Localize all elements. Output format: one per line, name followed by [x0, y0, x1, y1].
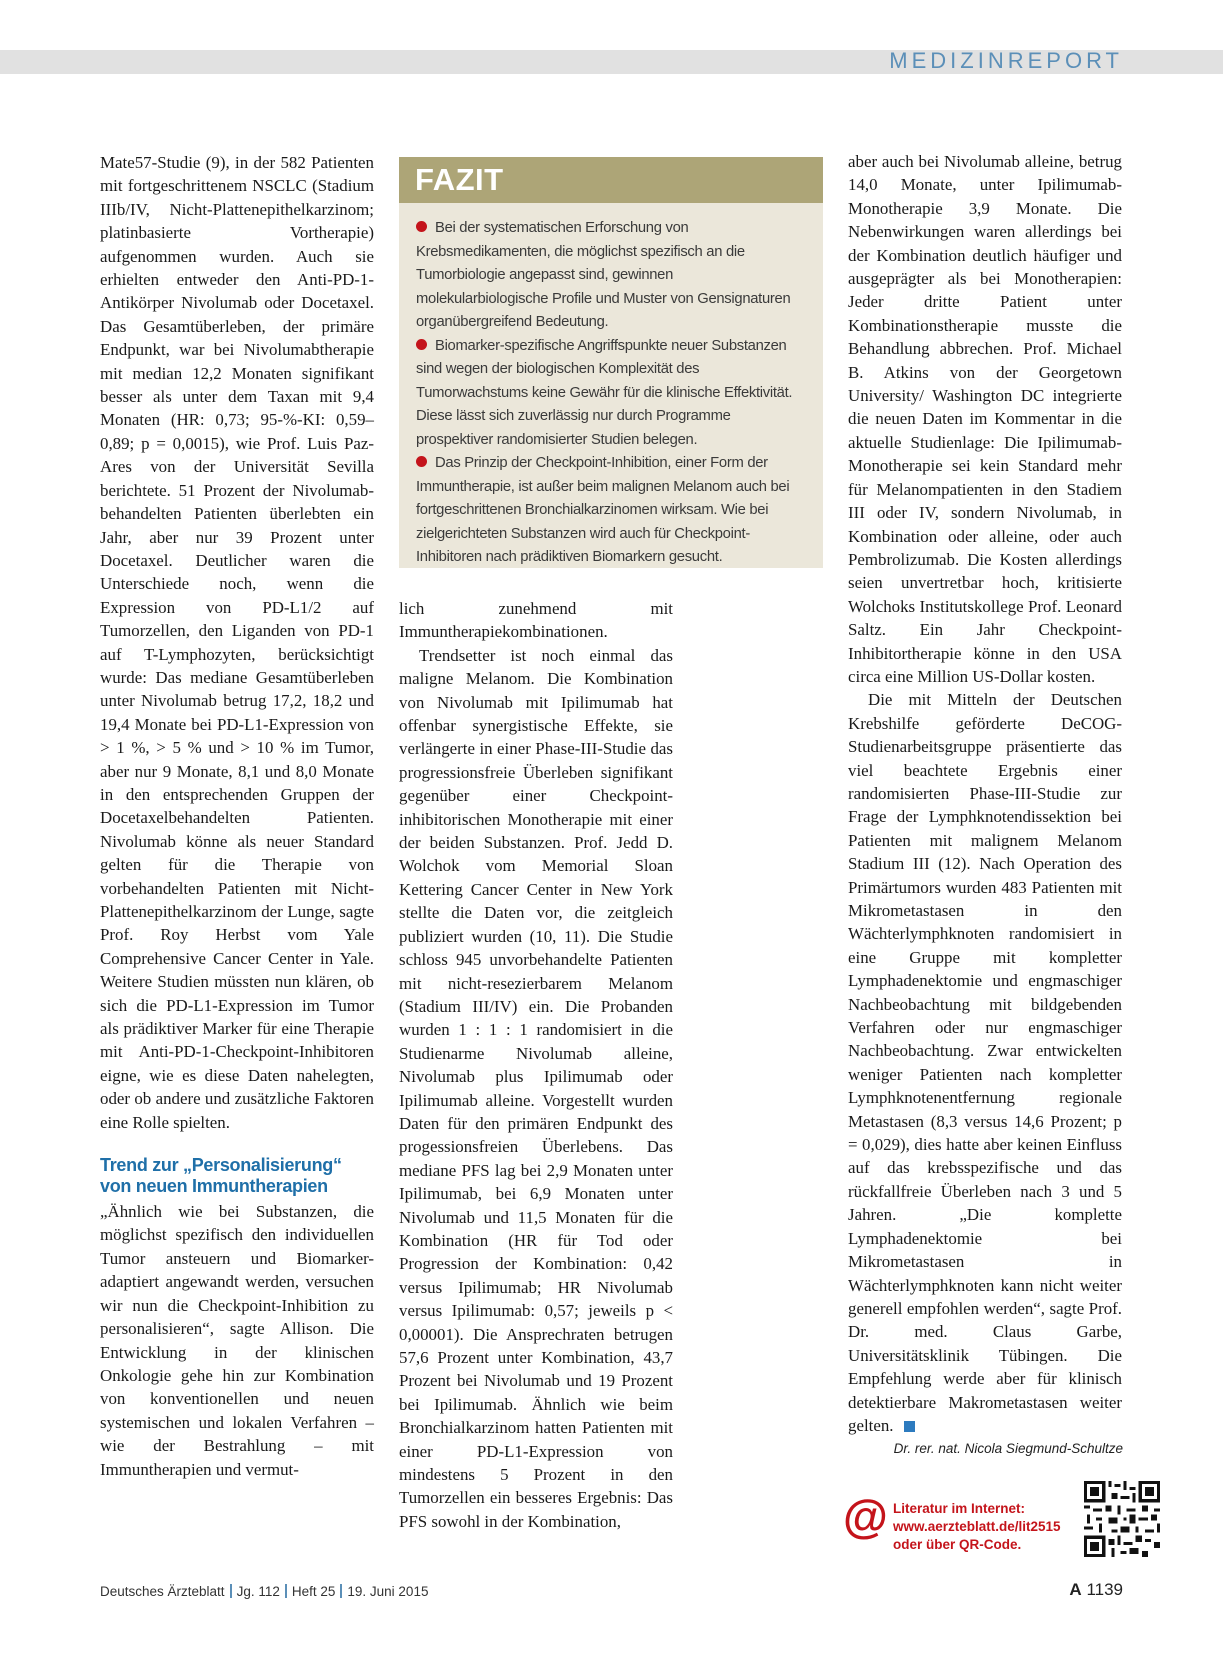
separator — [230, 1584, 232, 1598]
subheading: Trend zur „Personalisierung“ von neuen Immuntherapien — [100, 1155, 342, 1197]
journal-issue: Heft 25 — [291, 1584, 336, 1599]
bullet-icon — [416, 221, 427, 232]
paragraph: „Ähnlich wie bei Substanzen, die möglichst spezifisch den individuellen Tumor ansteuern und Biomarker-adaptiert angewandt werden, versuchen wir nun die Checkpoint-Inhibition zu personalisieren“, sagte Allison. Die Entwicklung in der klinischen Onkologie gehe hin zur Kombination von konventionellen und neuen systemischen und lokalen Verfahren – wie der Bestrahlung – mit Immuntherapien und vermut- — [100, 1202, 374, 1479]
at-sign-icon: @ — [843, 1490, 888, 1542]
article-column-1 — [100, 151, 374, 1481]
end-mark-icon — [904, 1421, 915, 1432]
journal-name: Deutsches Ärzteblatt — [100, 1584, 225, 1599]
paragraph: Die mit Mitteln der Deutschen Krebshilfe geförderte DeCOG-Studienarbeitsgruppe präsentierte das viel beachtete Ergebnis einer randomisierten Phase-III-Studie zur Frage der Lymphknotendissektion bei Patienten mit malignem Melanom Stadium III (12). Nach Operation des Primärtumors wurden 483 Patienten mit Mikrometastasen in den Wächterlymphknoten randomisiert in eine Gruppe mit kompletter Lymphadenektomie und engmaschiger Nachbeobachtung mit bildgebenden Verfahren oder nur engmaschiger Nachbeobachtung. Zwar entwickelten weniger Patienten nach kompletter Lymphknotenentfernung regionale Metastasen (8,3 versus 14,6 Prozent; p = 0,029), dies hatte aber keinen Einfluss auf das krebsspezifische und das rückfallfreie Überleben nach 3 und 5 Jahren. „Die komplette Lymphadenektomie bei Mikrometastasen in Wächterlymphknoten kann nicht weiter generell empfohlen werden“, sagte Prof. Dr. med. Claus Garbe, Universitätsklinik Tübingen. Die Empfehlung werde aber für klinisch detektierbare Makrometastasen weiter gelten. — [848, 690, 1122, 1435]
fazit-item: Biomarker-spezifische Angriffspunkte neuer Substanzen sind wegen der biologischen Komplexität des Tumorwachstums keine Gewähr für die klinische Effektivität. Diese lässt sich zuverlässig nur durch Programme prospektiver randomisierter Studien belegen. — [416, 337, 793, 448]
section-label: MEDIZINREPORT — [889, 48, 1123, 73]
separator — [340, 1584, 342, 1598]
fazit-item: Bei der systematischen Erforschung von Krebsmedikamenten, die möglichst spezifisch an die Tumorbiologie angepasst sind, gewinnen molekularbiologische Profile und Muster von Gensignaturen organübergreifend Bedeutung. — [416, 220, 791, 330]
literature-box — [843, 1490, 1073, 1554]
page-number: A 1139 — [1069, 1580, 1123, 1599]
paragraph: Mate57-Studie (9), in der 582 Patienten mit fortgeschrittenem NSCLC (Stadium IIIb/IV, Nicht-Plattenepithelkarzinom; platinbasierte Vortherapie) aufgenommen wurden. Auch sie erhielten entweder den Anti-PD-1-Antikörper Nivolumab oder Docetaxel. Das Gesamtüberleben, der primäre Endpunkt, war bei Nivolumabtherapie mit median 12,2 Monaten signifikant besser als unter dem Taxan mit 9,4 Monaten (HR: 0,73; 95-%-KI: 0,59–0,89; p = 0,0015), wie Prof. Luis Paz-Ares von der Universität Sevilla berichtete. 51 Prozent der Nivolumab-behandelten Patienten überlebten ein Jahr, aber nur 39 Prozent unter Docetaxel. Deutlicher waren die Unterschiede noch, wenn die Expression von PD-L1/2 auf Tumorzellen, den Liganden von PD-1 auf T-Lymphozyten, berücksichtigt wurde: Das mediane Gesamtüberleben unter Nivolumab betrug 17,2, 18,2 und 19,4 Monate bei PD-L1-Expression von > 1 %, > 5 % und > 10 % im Tumor, aber nur 9 Monate, 8,1 und 8,0 Monate in den entsprechenden Gruppen der Docetaxelbehandelten Patienten. Nivolumab könne als neuer Standard gelten für die Therapie von vorbehandelten Patienten mit Nicht-Plattenepithelkarzinom der Lunge, sagte Prof. Roy Herbst vom Yale Comprehensive Cancer Center in Yale. Weitere Studien müssten nun klären, ob sich die PD-L1-Expression im Tumor als prädiktiver Marker für eine Therapie mit Anti-PD-1-Checkpoint-Inhibitoren eigne, wie es diese Daten nahelegten, oder ob andere und zusätzliche Faktoren eine Rolle spielten. — [100, 153, 374, 1132]
author-credit: Dr. rer. nat. Nicola Siegmund-Schultze — [893, 1441, 1123, 1456]
paragraph: Trendsetter ist noch einmal das maligne Melanom. Die Kombination von Nivolumab mit Ipilimumab hat offenbar synergistische Effekte, sie verlängerte in einer Phase-III-Studie das progressionsfreie Überleben signifikant gegenüber einer Checkpoint-inhibitorischen Monotherapie mit einer der beiden Substanzen. Prof. Jedd D. Wolchok vom Memorial Sloan Kettering Cancer Center in New York stellte die Daten vor, die zeitgleich publiziert wurden (10, 11). Die Studie schloss 945 unvorbehandelte Patienten mit nicht-resezierbarem Melanom (Stadium III/IV) ein. Die Probanden wurden 1 : 1 : 1 randomisiert in die Studienarme Nivolumab alleine, Nivolumab plus Ipilimumab oder Ipilimumab alleine. Vorgestellt wurden Daten für den primären Endpunkt des progessionsfreien Überlebens. Das mediane PFS lag bei 2,9 Monaten unter Ipilimumab, bei 6,9 Monaten unter Nivolumab und 11,5 Monaten für die Kombination (HR für Tod oder Progression der Kombination: 0,42 versus Ipilimumab; HR Nivolumab versus Ipilimumab: 0,57; jeweils p < 0,00001). Die Ansprechraten betrugen 57,6 Prozent unter Kombination, 43,7 Prozent bei Nivolumab und 19 Prozent bei Ipilimumab. Ähnlich wie beim Bronchialkarzinom hatten Patienten mit einer PD-L1-Expression von mindestens 5 Prozent in den Tumorzellen ein besseres Ergebnis: Das PFS sowohl in der Kombination, — [399, 645, 673, 1531]
journal-date: 19. Juni 2015 — [347, 1584, 429, 1599]
bullet-icon — [416, 456, 427, 467]
literature-qr-note: oder über QR-Code. — [893, 1537, 1022, 1552]
fazit-item: Das Prinzip der Checkpoint-Inhibition, einer Form der Immuntherapie, ist außer beim malignen Melanom auch bei fortgeschrittenen Bronchialkarzinomen wirksam. Wie bei zielgerichteten Substanzen wird auch für Checkpoint-Inhibitoren nach prädiktiven Biomarkern gesucht. — [416, 455, 790, 565]
literature-link[interactable]: www.aerzteblatt.de/lit2515 — [893, 1519, 1061, 1534]
fazit-title: FAZIT — [399, 157, 823, 203]
qr-code-icon — [1084, 1481, 1160, 1557]
article-column-3 — [848, 150, 1122, 1437]
literature-text — [893, 1500, 1078, 1554]
bullet-icon — [416, 339, 427, 350]
fazit-list — [399, 203, 823, 570]
paragraph: lich zunehmend mit Immuntherapiekombinationen. — [399, 599, 673, 642]
literature-label: Literatur im Internet: — [893, 1501, 1026, 1516]
separator — [285, 1584, 287, 1598]
fazit-box — [399, 157, 823, 568]
paragraph: aber auch bei Nivolumab alleine, betrug 14,0 Monate, unter Ipilimumab-Monotherapie 3,9 Monate. Die Nebenwirkungen waren allerdings bei der Kombination deutlich häufiger und ausgeprägter als bei Monotherapien: Jeder dritte Patient unter Kombinationstherapie musste die Behandlung abbrechen. Prof. Michael B. Atkins von der Georgetown University/ Washington DC integrierte die neuen Daten im Kommentar in die aktuelle Studienlage: Die Ipilimumab-Monotherapie sei kein Standard mehr für Melanompatienten in den Stadiem III oder IV, sondern Nivolumab, in Kombination oder alleine, oder auch Pembrolizumab. Die Kosten allerdings seien unvertretbar hoch, kritisierte Wolchoks Institutskollege Prof. Leonard Saltz. Ein Jahr Checkpoint-Inhibitortherapie könne in den USA circa eine Million US-Dollar kosten. — [848, 152, 1122, 686]
article-column-2 — [399, 597, 673, 1533]
footer — [100, 1584, 428, 1599]
journal-volume: Jg. 112 — [236, 1584, 280, 1599]
